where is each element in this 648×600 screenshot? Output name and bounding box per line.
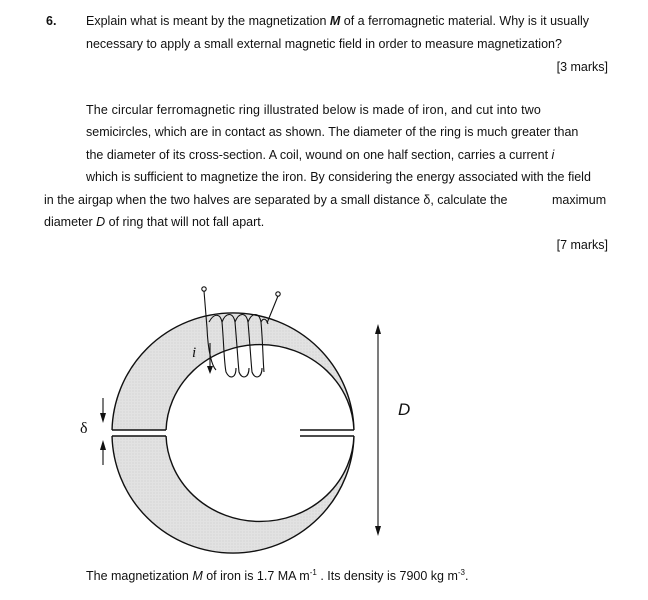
- footer-data-line: [86, 568, 469, 586]
- current-arrowhead: [207, 366, 213, 374]
- terminal-right: [276, 292, 280, 296]
- superscript: -3: [457, 568, 466, 577]
- part1-marks: [3 marks]: [556, 60, 608, 74]
- symbol-m: M: [192, 569, 203, 583]
- gap-label: δ: [80, 420, 88, 437]
- superscript: -1: [309, 568, 317, 577]
- symbol-i: i: [551, 148, 555, 162]
- question-number: 6.: [46, 14, 57, 28]
- symbol-d: D: [96, 215, 106, 229]
- text: The magnetization: [86, 569, 193, 583]
- current-label: i: [192, 345, 197, 361]
- diameter-arrow-bottom: [375, 526, 381, 536]
- diameter-label: D: [398, 400, 411, 419]
- text: . Its density is 7900 kg m: [316, 569, 458, 583]
- text: the diameter of its cross-section. A coil, wound on one half section, carries a current: [86, 148, 552, 162]
- symbol-m: M: [329, 14, 341, 28]
- part2-marks: [7 marks]: [556, 238, 608, 252]
- text: of ring that will not fall apart.: [105, 215, 265, 229]
- text: of iron is 1.7 MA m: [202, 569, 310, 583]
- gap-arrowhead-top: [100, 413, 106, 423]
- part2-line4: which is sufficient to magnetize the iron. By considering the energy associated with the field: [86, 170, 591, 184]
- text: of a ferromagnetic material. Why is it usually: [340, 14, 590, 28]
- text: .: [465, 569, 469, 583]
- text: diameter: [44, 215, 97, 229]
- part2-line5-end: maximum: [552, 193, 607, 207]
- ring-top-half: [112, 313, 354, 433]
- terminal-left: [202, 287, 206, 291]
- ring-bottom-half: [112, 433, 354, 553]
- diameter-arrow-top: [375, 324, 381, 334]
- part2-line1: The circular ferromagnetic ring illustrated below is made of iron, and cut into two: [86, 103, 542, 117]
- part2-line2: semicircles, which are in contact as shown. The diameter of the ring is much greater than: [86, 125, 579, 139]
- part2-line5: in the airgap when the two halves are separated by a small distance δ, calculate the: [44, 193, 508, 207]
- text: Explain what is meant by the magnetization: [86, 14, 330, 28]
- part1-line2: necessary to apply a small external magnetic field in order to measure magnetization?: [86, 37, 562, 51]
- gap-arrowhead-bottom: [100, 440, 106, 450]
